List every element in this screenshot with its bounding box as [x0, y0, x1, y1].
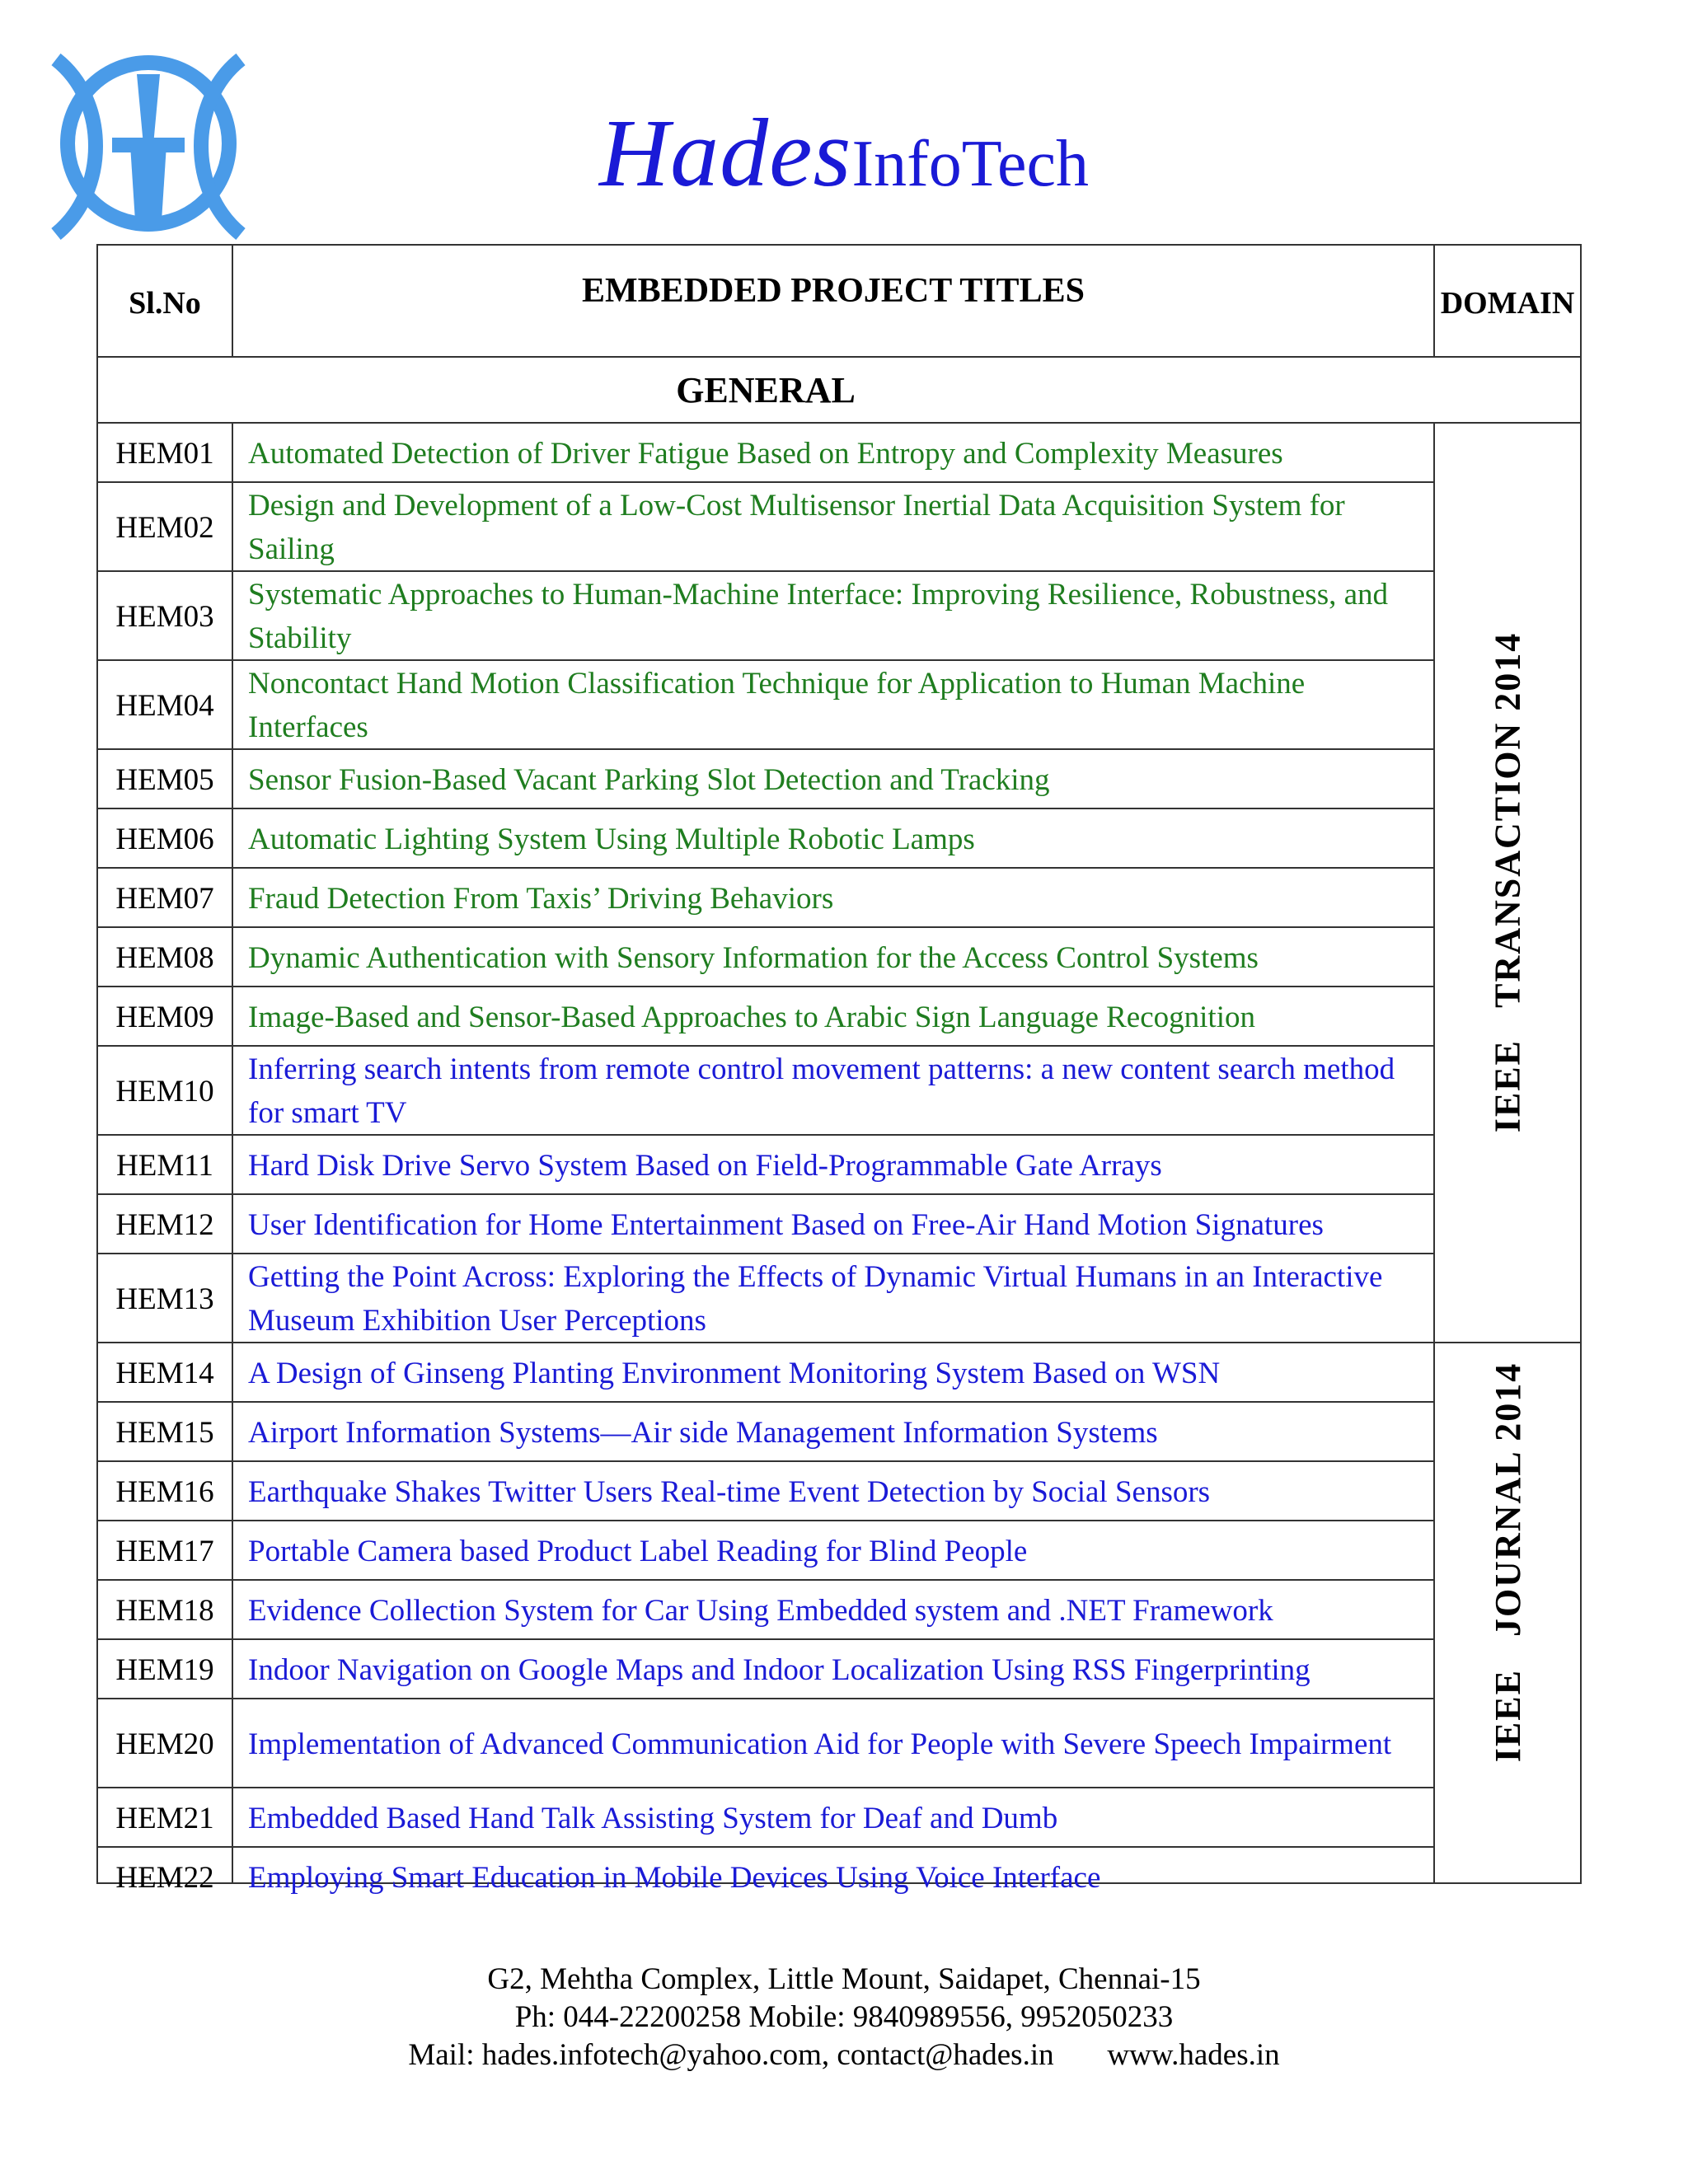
table-row [98, 1136, 1433, 1195]
row-title: Systematic Approaches to Human-Machine Interface: Improving Resilience, Robustness, and Stability [248, 578, 1389, 655]
row-code: HEM06 [115, 822, 214, 856]
table-row [98, 750, 1433, 809]
brand-plain: InfoTech [851, 128, 1090, 200]
row-title: Indoor Navigation on Google Maps and Indoor Localization Using RSS Fingerprinting [248, 1652, 1311, 1687]
row-title: User Identification for Home Entertainment Based on Free-Air Hand Motion Signatures [248, 1207, 1324, 1242]
table-row [98, 572, 1433, 661]
table-row [98, 1403, 1433, 1462]
table-row [98, 809, 1433, 869]
table-row [98, 424, 1433, 483]
row-code: HEM02 [115, 510, 214, 545]
row-code: HEM04 [115, 688, 214, 723]
table-row [98, 661, 1433, 750]
row-code: HEM09 [115, 1000, 214, 1034]
row-code: HEM22 [115, 1860, 214, 1895]
row-code: HEM05 [115, 762, 214, 797]
footer-phone: Ph: 044-22200258 Mobile: 9840989556, 9952050233 [514, 2000, 1174, 2034]
row-code: HEM11 [116, 1148, 213, 1183]
table-row [98, 1699, 1433, 1788]
row-title: Earthquake Shakes Twitter Users Real-time Event Detection by Social Sensors [248, 1474, 1211, 1509]
row-code: HEM03 [115, 599, 214, 634]
table-row [98, 483, 1433, 572]
row-title: A Design of Ginseng Planting Environment Monitoring System Based on WSN [248, 1356, 1221, 1390]
row-code: HEM10 [115, 1074, 214, 1108]
row-title: Embedded Based Hand Talk Assisting System for Deaf and Dumb [248, 1801, 1058, 1835]
row-title: Hard Disk Drive Servo System Based on Field-Programmable Gate Arrays [248, 1148, 1162, 1183]
row-code: HEM08 [115, 940, 214, 975]
table-row [98, 1462, 1433, 1521]
section-general: GENERAL [676, 369, 856, 410]
row-title: Image-Based and Sensor-Based Approaches to Arabic Sign Language Recognition [248, 1000, 1255, 1034]
footer-mail: Mail: hades.infotech@yahoo.com, contact@hades.in www.hades.in [408, 2038, 1280, 2072]
row-code: HEM16 [115, 1474, 214, 1509]
row-title: Dynamic Authentication with Sensory Information for the Access Control Systems [248, 940, 1259, 975]
table-row [98, 987, 1433, 1047]
table-row [98, 1195, 1433, 1254]
table-row [98, 1640, 1433, 1699]
domain-journal: IEEE JOURNAL 2014 [1487, 1361, 1528, 1762]
row-code: HEM17 [115, 1534, 214, 1568]
table-row [98, 1254, 1433, 1343]
table-row [98, 1047, 1433, 1136]
header-title: EMBEDDED PROJECT TITLES [582, 272, 1085, 310]
table-rule [1433, 422, 1435, 1884]
row-code: HEM13 [115, 1282, 214, 1316]
row-title: Automatic Lighting System Using Multiple Robotic Lamps [248, 822, 975, 856]
domain-transaction: IEEE TRANSACTION 2014 [1487, 631, 1528, 1132]
table-row [98, 928, 1433, 987]
brand-name [0, 97, 1688, 209]
row-title: Fraud Detection From Taxis’ Driving Behaviors [248, 881, 834, 916]
row-code: HEM14 [115, 1356, 214, 1390]
footer-address: G2, Mehtha Complex, Little Mount, Saidapet, Chennai-15 [487, 1962, 1201, 1996]
row-code: HEM12 [115, 1207, 214, 1242]
table-row [98, 1343, 1433, 1403]
row-title: Implementation of Advanced Communication Aid for People with Severe Speech Impairment [248, 1727, 1392, 1761]
header-domain: DOMAIN [1440, 286, 1575, 321]
row-code: HEM20 [115, 1727, 214, 1761]
row-title: Employing Smart Education in Mobile Devices Using Voice Interface [248, 1860, 1101, 1895]
row-title: Portable Camera based Product Label Reading for Blind People [248, 1534, 1028, 1568]
row-code: HEM21 [115, 1801, 214, 1835]
row-title: Sensor Fusion-Based Vacant Parking Slot Detection and Tracking [248, 762, 1050, 797]
header-slno: Sl.No [129, 286, 201, 321]
table-rule [1580, 244, 1582, 1884]
row-title: Airport Information Systems—Air side Management Information Systems [248, 1415, 1158, 1450]
row-code: HEM01 [115, 436, 214, 471]
table-row [98, 1788, 1433, 1848]
table-row [98, 1581, 1433, 1640]
row-title: Getting the Point Across: Exploring the Effects of Dynamic Virtual Humans in an Interactive Museum Exhibition User Perceptions [248, 1260, 1383, 1338]
row-code: HEM18 [115, 1593, 214, 1628]
row-code: HEM19 [115, 1652, 214, 1687]
row-title: Automated Detection of Driver Fatigue Based on Entropy and Complexity Measures [248, 436, 1283, 471]
row-code: HEM07 [115, 881, 214, 916]
row-code: HEM15 [115, 1415, 214, 1450]
row-title: Evidence Collection System for Car Using Embedded system and .NET Framework [248, 1593, 1273, 1628]
row-title: Inferring search intents from remote control movement patterns: a new content search method for smart TV [248, 1052, 1395, 1130]
table-row [98, 1848, 1433, 1907]
table-row [98, 869, 1433, 928]
row-title: Noncontact Hand Motion Classification Technique for Application to Human Machine Interfaces [248, 667, 1306, 744]
row-title: Design and Development of a Low-Cost Multisensor Inertial Data Acquisition System for Sailing [248, 489, 1345, 566]
table-row [98, 1521, 1433, 1581]
brand-script: Hades [598, 99, 852, 207]
